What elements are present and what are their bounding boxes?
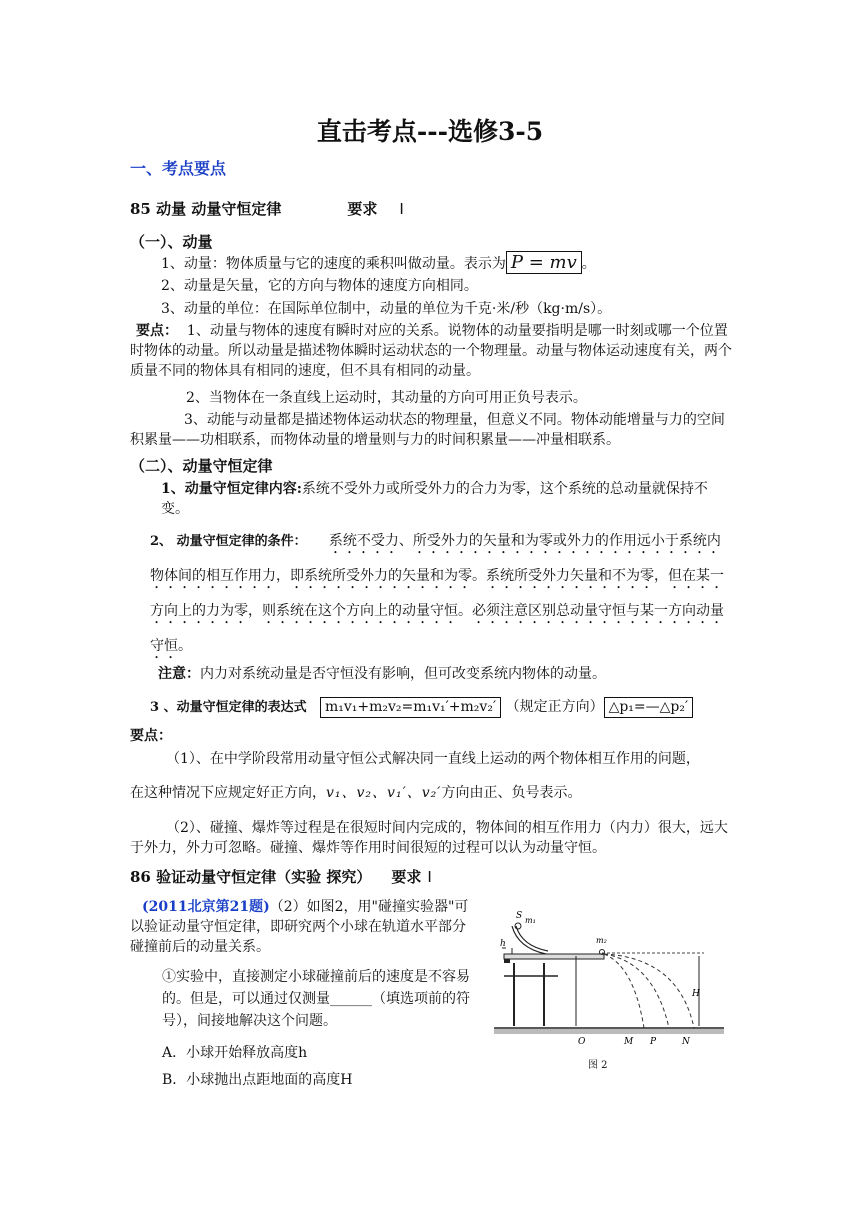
keypoint-1a: （1）、在中学阶段常用动量守恒公式解决同一直线上运动的两个物体相互作用的问题， — [166, 751, 700, 767]
track-horizontal — [504, 954, 604, 959]
velocity-variables: v₁、v₂、v₁′、v₂′ — [326, 785, 442, 801]
expression-mid: （规定正方向） — [505, 699, 604, 715]
part1-heading: （一）、动量 — [130, 233, 213, 251]
problem-intro — [130, 897, 475, 957]
figure-caption: 图 2 — [588, 1060, 608, 1071]
part1-line1-text: 1、动量：物体质量与它的速度的乘积叫做动量。表示为 — [161, 256, 506, 272]
label-S: S — [516, 911, 523, 921]
key-label: 要点： — [136, 323, 178, 339]
ball-m1 — [515, 923, 521, 929]
keypoints-label: 要点： — [130, 728, 172, 744]
topic-85-heading — [130, 198, 404, 219]
topic-85-name: 85 动量 动量守恒定律 — [130, 200, 282, 218]
label-H: H — [692, 989, 700, 999]
note-text: 内力对系统动量是否守恒没有影响，但可改变系统内物体的动量。 — [200, 666, 606, 682]
part2-condition — [150, 524, 734, 664]
part1-line1-end: 。 — [581, 256, 596, 272]
expression-formula-2: △p₁=—△p₂′ — [604, 697, 694, 718]
part2-heading: （二）、动量守恒定律 — [130, 457, 273, 475]
condition-text: 系统不受力、所受外力的矢量和为零或外力的作用远小于系统内物体间的相互作用力，即系统所受外力的矢量和为零。系统所受外力矢量和不为零，但在某一方向上的力为零，则系统在这个方向上的动量守恒。必须注意区别总动量守恒与某一方向动量守恒。 — [150, 533, 724, 654]
topic-85-req-level: Ⅰ — [399, 200, 404, 218]
key1-text: 1、动量与物体的速度有瞬时对应的关系。说物体的动量要指明是哪一时刻或哪一个位置时物体的动量。所以动量是描述物体瞬时运动状态的一个物理量。动量与物体运动速度有关，两个质量不同的物体具有相同的速度，但不具有相同的动量。 — [130, 323, 732, 379]
section-heading: 一、考点要点 — [130, 159, 227, 178]
topic-86-req-label: 要求 — [391, 868, 422, 886]
label-h: h — [500, 939, 506, 949]
option-a: A．小球开始释放高度h — [162, 1045, 308, 1061]
part1-line1 — [161, 253, 596, 274]
trajectory-N — [604, 954, 694, 1028]
track-end — [504, 959, 510, 963]
question-1: ①实验中，直接测定小球碰撞前后的速度是不容易的。但是，可以通过仅测量______（填选项前的符号），间接地解决这个问题。 — [162, 969, 470, 1029]
part1-key1 — [130, 321, 734, 381]
label-N: N — [682, 1037, 690, 1047]
keypoint-1b-pre: 在这种情况下应规定好正方向， — [130, 785, 326, 801]
keypoint-1b — [130, 783, 581, 803]
label-m1: m₁ — [525, 916, 536, 925]
expression-label: 3 、动量守恒定律的表达式 — [150, 700, 307, 715]
page-title: 直击考点---选修3-5 — [316, 117, 544, 146]
part1-key3: 3、动能与动量都是描述物体运动状态的物理量，但意义不同。物体动能增量与力的空间积累量——功相联系，而物体动量的增量则与力的时间积累量——冲量相联系。 — [130, 412, 725, 448]
keypoint-2: （2）、碰撞、爆炸等过程是在很短时间内完成的，物体间的相互作用力（内力）很大，远大于外力，外力可忽略。碰撞、爆炸等作用时间很短的过程可以认为动量守恒。 — [130, 820, 728, 856]
ramp-curve-inner — [516, 926, 548, 951]
ground-hatch — [494, 1029, 724, 1034]
part2-note — [158, 664, 606, 684]
topic-86-name: 86 验证动量守恒定律（实验 探究） — [130, 868, 372, 886]
collision-apparatus-figure — [494, 896, 724, 1074]
label-m2: m₂ — [596, 936, 607, 945]
option-b: B．小球抛出点距地面的高度H — [162, 1072, 353, 1088]
content1-text: 系统不受外力或所受外力的合力为零，这个系统的总动量就保持不变。 — [161, 481, 708, 517]
expression-formula-1: m₁v₁+m₂v₂=m₁v₁′+m₂v₂′ — [320, 697, 501, 718]
part1-key2: 2、当物体在一条直线上运动时，其动量的方向可用正负号表示。 — [186, 390, 587, 406]
keypoint-1b-post: 方向由正、负号表示。 — [441, 785, 582, 801]
label-O: O — [578, 1037, 586, 1047]
problem-source: (2011北京第21题) — [142, 899, 270, 915]
trajectory-P — [604, 954, 669, 1028]
note-label: 注意： — [158, 666, 200, 682]
part2-expression — [150, 697, 693, 718]
content1-label: 1、动量守恒定律内容: — [161, 481, 302, 497]
problem-intro-text: （2）如图2，用"碰撞实验器"可以验证动量守恒定律，即研究两个小球在轨道水平部分碰撞前后的动量关系。 — [130, 899, 469, 955]
topic-86-req-level: Ⅰ — [427, 868, 432, 886]
part1-line3: 3、动量的单位：在国际单位制中，动量的单位为千克·米/秒（kg·m/s）。 — [161, 301, 612, 317]
part1-line2: 2、动量是矢量，它的方向与物体的速度方向相同。 — [161, 278, 478, 294]
part2-content1 — [161, 479, 734, 519]
topic-86-heading — [130, 866, 432, 887]
trajectory-M — [604, 954, 644, 1028]
label-P: P — [650, 1037, 657, 1047]
condition-label: 2、 动量守恒定律的条件： — [150, 534, 307, 549]
topic-85-req-label: 要求 — [347, 200, 378, 218]
label-M: M — [624, 1037, 634, 1047]
momentum-formula-box: P = mv — [506, 251, 582, 274]
